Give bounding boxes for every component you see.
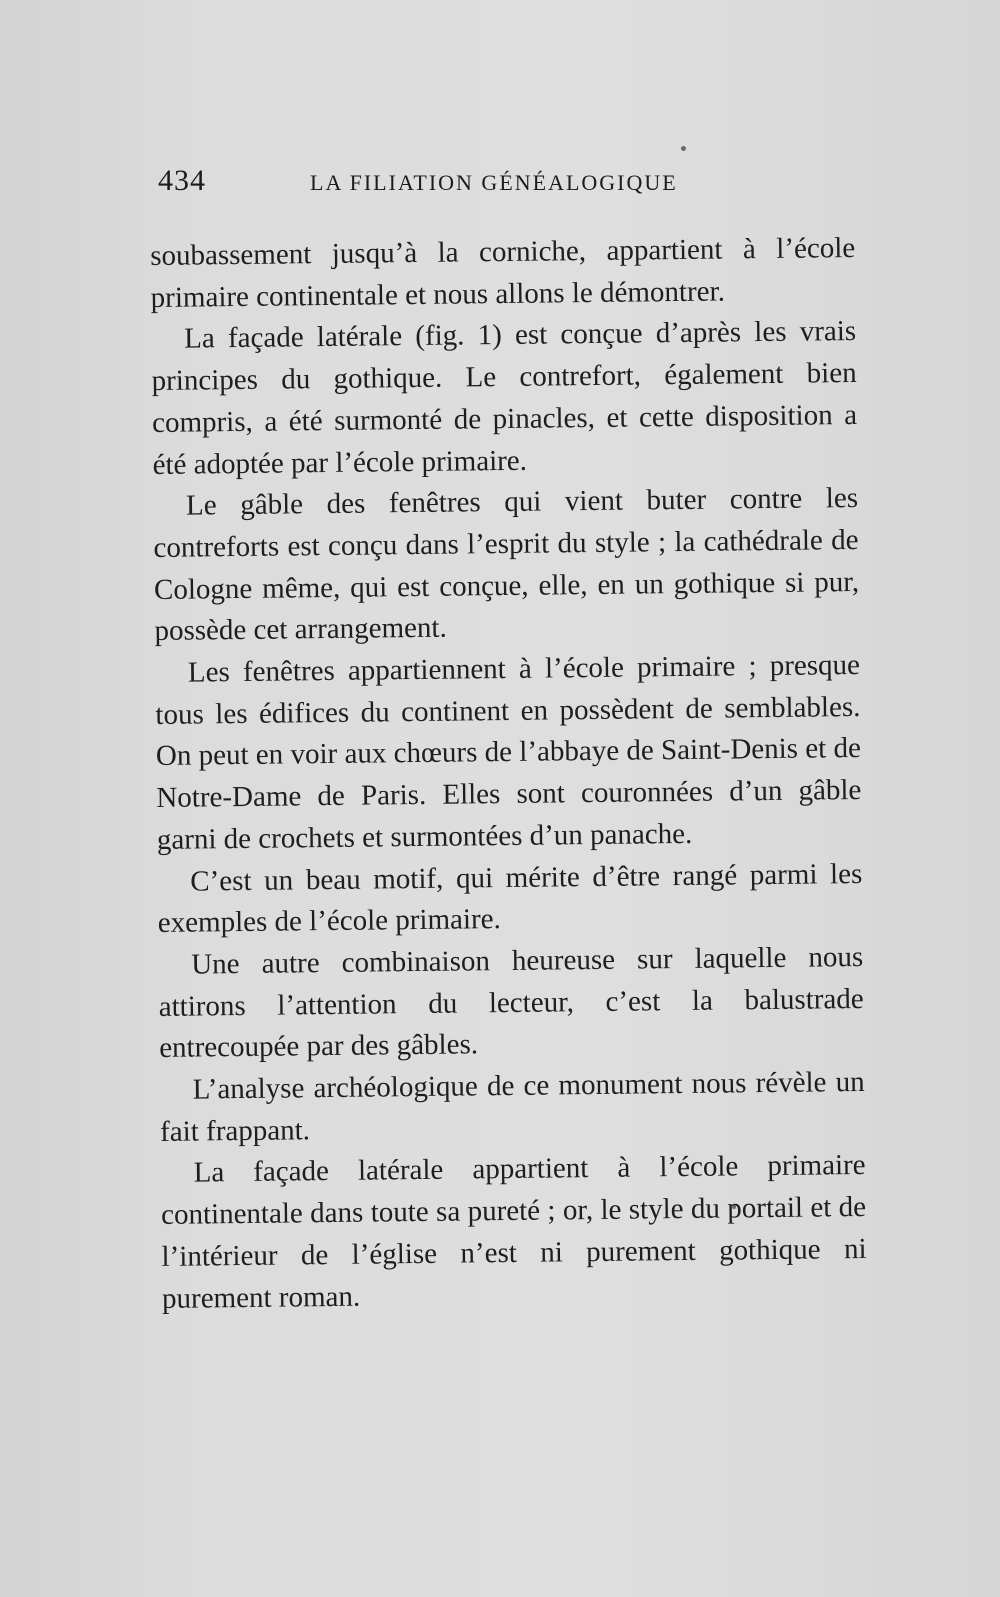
page-header xyxy=(158,164,858,204)
paragraph: Une autre combinaison heureuse sur laquelle nous attirons l’attention du lecteur, c’est la balustrade entrecoupée par des gâbles. xyxy=(158,940,864,1065)
page-number: 434 xyxy=(158,164,206,197)
paragraph: L’analyse archéologique de ce monument nous révèle un fait frappant. xyxy=(159,1066,865,1148)
ink-speck xyxy=(681,146,686,151)
paragraph: Les fenêtres appartiennent à l’école primaire ; presque tous les édifices du continent en possèdent de semblables. On peut en voir aux chœurs de l’abbaye de Saint-Denis et de Notre-Dame de Paris. Elles sont couronnées d’un gâble garni de crochets et surmontées d’un panache. xyxy=(155,649,862,856)
paragraph: La façade latérale appartient à l’école primaire continentale dans toute sa pureté ; or, le style du portail et de l’intérieur de l’église n’est ni purement gothique ni purement roman. xyxy=(160,1149,867,1315)
paragraph: Le gâble des fenêtres qui vient buter contre les contreforts est conçu dans l’esprit du style ; la cathédrale de Cologne même, qui est conçue, elle, en un gothique si pur, possède cet arrangement. xyxy=(153,482,860,648)
running-title: LA FILIATION GÉNÉALOGIQUE xyxy=(310,170,678,195)
paragraph: soubassement jusqu’à la corniche, appartient à l’école primaire continentale et nous allons le démontrer. xyxy=(150,232,856,314)
paragraph: C’est un beau motif, qui mérite d’être rangé parmi les exemples de l’école primaire. xyxy=(157,857,863,940)
paragraph: La façade latérale (fig. 1) est conçue d’après les vrais principes du gothique. Le contrefort, également bien compris, a été surmonté de pinacles, et cette disposition a été adoptée par l’école primaire. xyxy=(151,315,858,481)
body-text xyxy=(150,228,867,1320)
